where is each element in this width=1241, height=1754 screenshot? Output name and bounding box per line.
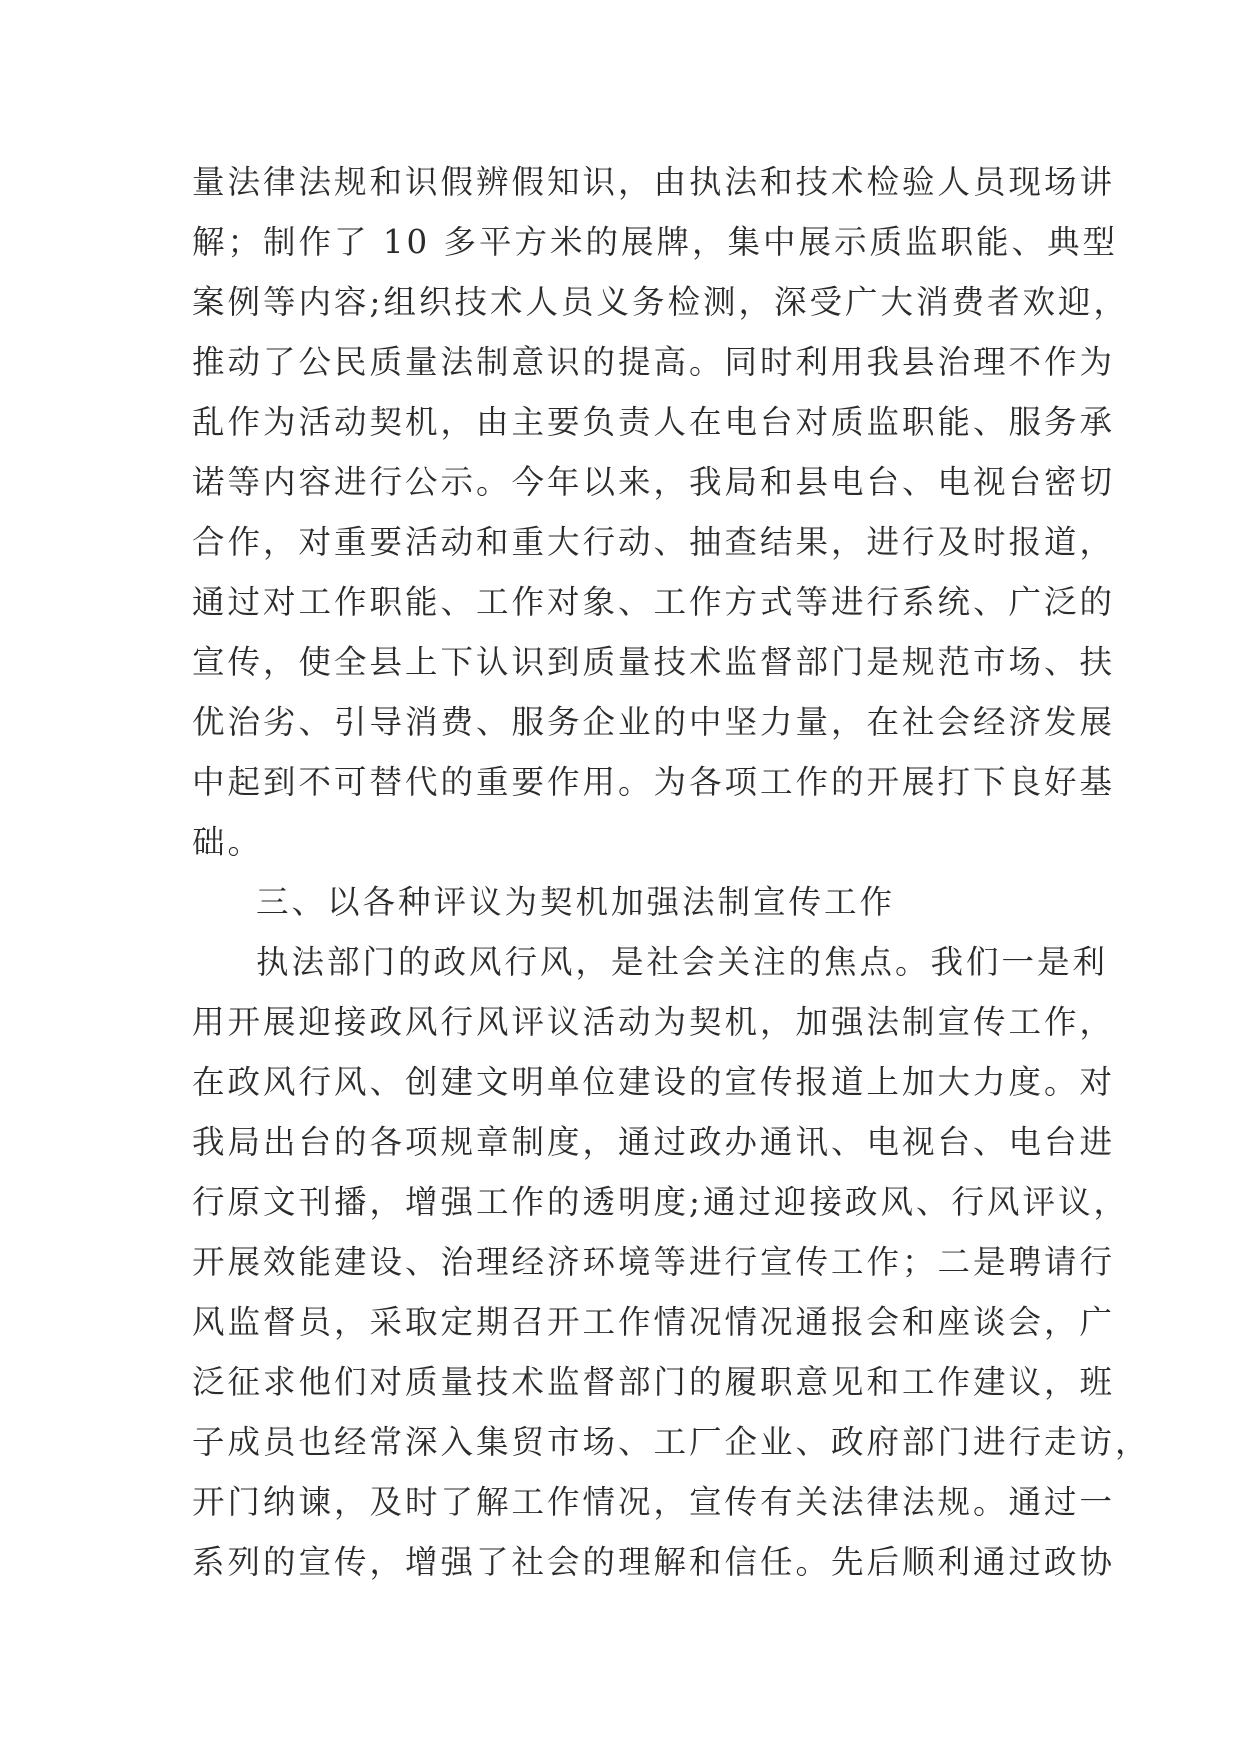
text-line: 案例等内容;组织技术人员义务检测，深受广大消费者欢迎， xyxy=(192,283,1129,321)
text-line: 风监督员，采取定期召开工作情况情况通报会和座谈会，广 xyxy=(192,1303,1116,1341)
document-body xyxy=(192,152,1151,1592)
text-line: 开展效能建设、治理经济环境等进行宣传工作；二是聘请行 xyxy=(192,1243,1116,1281)
text-line: 中起到不可替代的重要作用。为各项工作的开展打下良好基 xyxy=(192,763,1116,801)
text-line: 通过对工作职能、工作对象、工作方式等进行系统、广泛的 xyxy=(192,583,1116,621)
text-line: 子成员也经常深入集贸市场、工厂企业、政府部门进行走访， xyxy=(192,1423,1151,1461)
section-heading: 三、以各种评议为契机加强法制宣传工作 xyxy=(256,883,896,921)
text-line: 用开展迎接政风行风评议活动为契机，加强法制宣传工作， xyxy=(192,1003,1116,1041)
text-line: 诺等内容进行公示。今年以来，我局和县电台、电视台密切 xyxy=(192,463,1116,501)
text-line: 础。 xyxy=(192,823,264,861)
text-line: 行原文刊播，增强工作的透明度;通过迎接政风、行风评议， xyxy=(192,1183,1129,1221)
text-line: 乱作为活动契机，由主要负责人在电台对质监职能、服务承 xyxy=(192,403,1116,441)
text-line: 系列的宣传，增强了社会的理解和信任。先后顺利通过政协 xyxy=(192,1543,1116,1581)
text-line: 推动了公民质量法制意识的提高。同时利用我县治理不作为 xyxy=(192,343,1116,381)
text-line: 我局出台的各项规章制度，通过政办通讯、电视台、电台进 xyxy=(192,1123,1116,1161)
text-line: 量法律法规和识假辨假知识，由执法和技术检验人员现场讲 xyxy=(192,163,1116,201)
text-line: 解；制作了 10 多平方米的展牌，集中展示质监职能、典型 xyxy=(192,223,1119,261)
paragraph-first-line: 执法部门的政风行风，是社会关注的焦点。我们一是利 xyxy=(256,943,1109,981)
text-line: 开门纳谏，及时了解工作情况，宣传有关法律法规。通过一 xyxy=(192,1483,1116,1521)
text-line: 在政风行风、创建文明单位建设的宣传报道上加大力度。对 xyxy=(192,1063,1116,1101)
text-line: 优治劣、引导消费、服务企业的中坚力量，在社会经济发展 xyxy=(192,703,1116,741)
text-line: 泛征求他们对质量技术监督部门的履职意见和工作建议，班 xyxy=(192,1363,1116,1401)
text-line: 宣传，使全县上下认识到质量技术监督部门是规范市场、扶 xyxy=(192,643,1116,681)
text-line: 合作，对重要活动和重大行动、抽查结果，进行及时报道， xyxy=(192,523,1116,561)
